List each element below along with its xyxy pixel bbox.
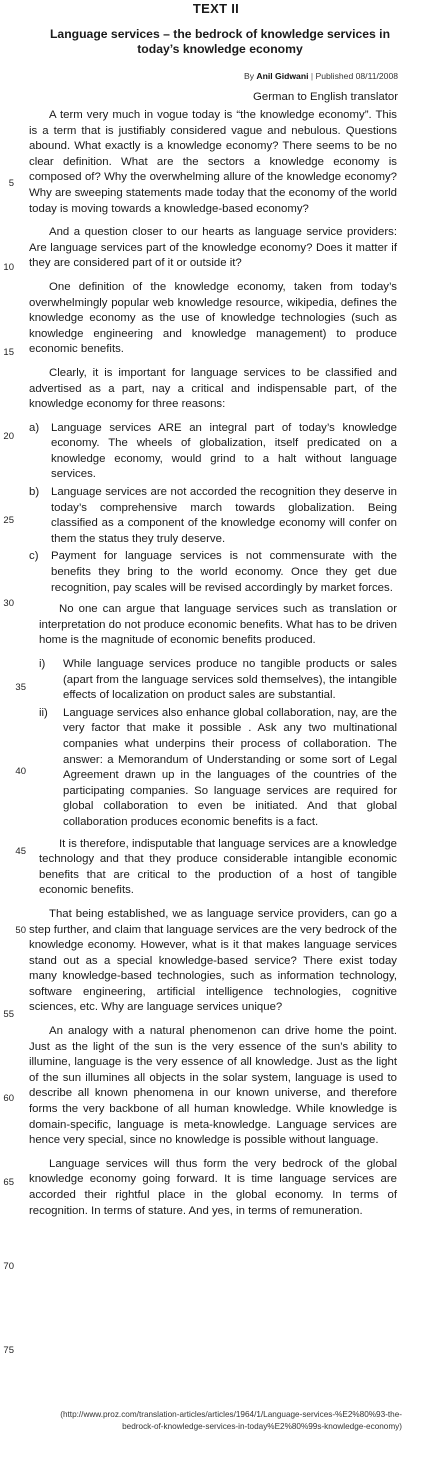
list-item xyxy=(29,421,397,483)
author-role: German to English translator xyxy=(253,91,398,103)
byline-prefix: By xyxy=(244,71,255,81)
line-number: 30 xyxy=(3,598,14,609)
line-number: 55 xyxy=(3,1009,14,1020)
paragraph: A term very much in vogue today is “the knowledge economy”. This is a term that is justifiably considered vague and nebulous. Questions abound. What exactly is a knowledge economy? There seems to be no clear definition. What are the sectors a knowledge economy is composed of? Why the overwhelming allure of the knowledge economy? Why are sweeping statements made today that the economy of the world today is moving towards a knowledge-based economy? xyxy=(29,109,397,215)
list-item-text: Language services are not accorded the recognition they deserve in today’s comprehensive march towards globalization. Being classified as a component of the knowledge economy will confer on them the status they truly deserve. xyxy=(51,486,397,545)
paragraph: Language services will thus form the very bedrock of the global knowledge economy going forward. It is time language services are accorded their rightful place in the global economy. In terms of recognition. In terms of stature. And yes, in terms of remuneration. xyxy=(29,1157,397,1217)
byline xyxy=(244,71,398,81)
line-number: 25 xyxy=(3,515,14,526)
article-title: Language services – the bedrock of knowledge services in today’s knowledge economy xyxy=(49,27,391,56)
published-label: Published xyxy=(315,71,354,81)
paragraph: One definition of the knowledge economy, taken from today’s overwhelmingly popular web knowledge resource, wikipedia, defines the knowledge economy as the use of knowledge technologies (such as knowledge engineering and knowledge management) to produce economic benefits. xyxy=(29,280,397,356)
line-number: 5 xyxy=(8,178,14,189)
byline-separator: | xyxy=(310,71,314,81)
list-item-text: Language services ARE an integral part of today’s knowledge economy. The wheels of globalization, itself predicated on a knowledge economy, would grind to a halt without language services. xyxy=(51,421,397,481)
paragraph: No one can argue that language services such as translation or interpretation do not produce economic benefits. What has to be driven home is the magnitude of economic benefits produced. xyxy=(39,603,397,647)
list-marker: c) xyxy=(29,550,39,563)
paragraph: An analogy with a natural phenomenon can drive home the point. Just as the light of the sun is the very essence of the sun’s ability to illumine, language is the very essence of all knowledge. Just as the light of the sun illumines all objects in the solar system, language is used to describe all known phenomena in our known universe, and therefore forms the very backbone of all human knowledge. While knowledge is domain-specific, language is meta-knowledge. Language services are hence very special, since no knowledge is possible without language. xyxy=(29,1025,397,1147)
list-item xyxy=(29,549,397,596)
list-marker: b) xyxy=(29,486,40,499)
paragraph: Clearly, it is important for language services to be classified and advertised as a part, nay a critical and indispensable part, of the knowledge economy for three reasons: xyxy=(29,366,397,411)
published-date: 08/11/2008 xyxy=(355,71,398,81)
line-number: 45 xyxy=(15,846,26,857)
list-item xyxy=(39,657,397,704)
line-number: 50 xyxy=(15,925,26,936)
line-number: 70 xyxy=(3,1261,14,1272)
list-marker: a) xyxy=(29,421,40,434)
line-number: 10 xyxy=(3,262,14,273)
list-item-text: Language services also enhance global collaboration, nay, are the very factor that make it possible . Ask any two multinational companies what underpins their process of collaboration. The answer: a Memorandum of Understanding or some sort of Legal Agreement drawn up in the languages of the countries of the participating companies. So language services are required for global collaboration to even be initiated. And that global collaboration produces economic benefits is a fact. xyxy=(63,706,397,828)
author-name: Anil Gidwani xyxy=(256,71,309,81)
line-number: 15 xyxy=(3,347,14,358)
list-item xyxy=(29,485,397,547)
line-number: 40 xyxy=(15,766,26,777)
text-label: TEXT II xyxy=(192,1,240,16)
article-body xyxy=(29,108,397,1227)
list-item-text: While language services produce no tangible products or sales (apart from the language services sold themselves), the intangible effects of localization on product sales are substantial. xyxy=(63,658,397,702)
line-number: 60 xyxy=(3,1093,14,1104)
source-url: (http://www.proz.com/translation-articles/articles/1964/1/Language-services-%E2%80%93-the-bedrock-of-knowledge-services-in-today%E2%80%99s-knowledge-economy) xyxy=(60,1410,402,1431)
paragraph: And a question closer to our hearts as language service providers: Are language services part of the knowledge economy? Does it matter if they are considered part of it or outside it? xyxy=(29,226,397,270)
line-number: 65 xyxy=(3,1177,14,1188)
paragraph: That being established, we as language service providers, can go a step further, and claim that language services are the very bedrock of the knowledge economy. However, what is it that makes language services stand out as a special knowledge-based service? There exist today many knowledge-based technologies, such as information technology, software engineering, artificial intelligence technologies, cognitive sciences, etc. Why are language services unique? xyxy=(29,907,397,1014)
paragraph: It is therefore, indisputable that language services are a knowledge technology and that they produce considerable intangible economic benefits that are critical to the production of a host of tangible economic benefits. xyxy=(39,837,397,897)
line-number: 75 xyxy=(3,1345,14,1356)
reasons-list xyxy=(29,421,397,597)
list-item xyxy=(39,706,397,831)
list-item-text: Payment for language services is not commensurate with the benefits they bring to the world economy. Once they get due recognition, pay scales will be revised accordingly by market forces. xyxy=(51,550,397,594)
line-number: 35 xyxy=(15,682,26,693)
list-marker: ii) xyxy=(39,706,48,719)
benefits-list xyxy=(39,657,397,831)
line-number: 20 xyxy=(3,431,14,442)
list-marker: i) xyxy=(39,658,46,670)
